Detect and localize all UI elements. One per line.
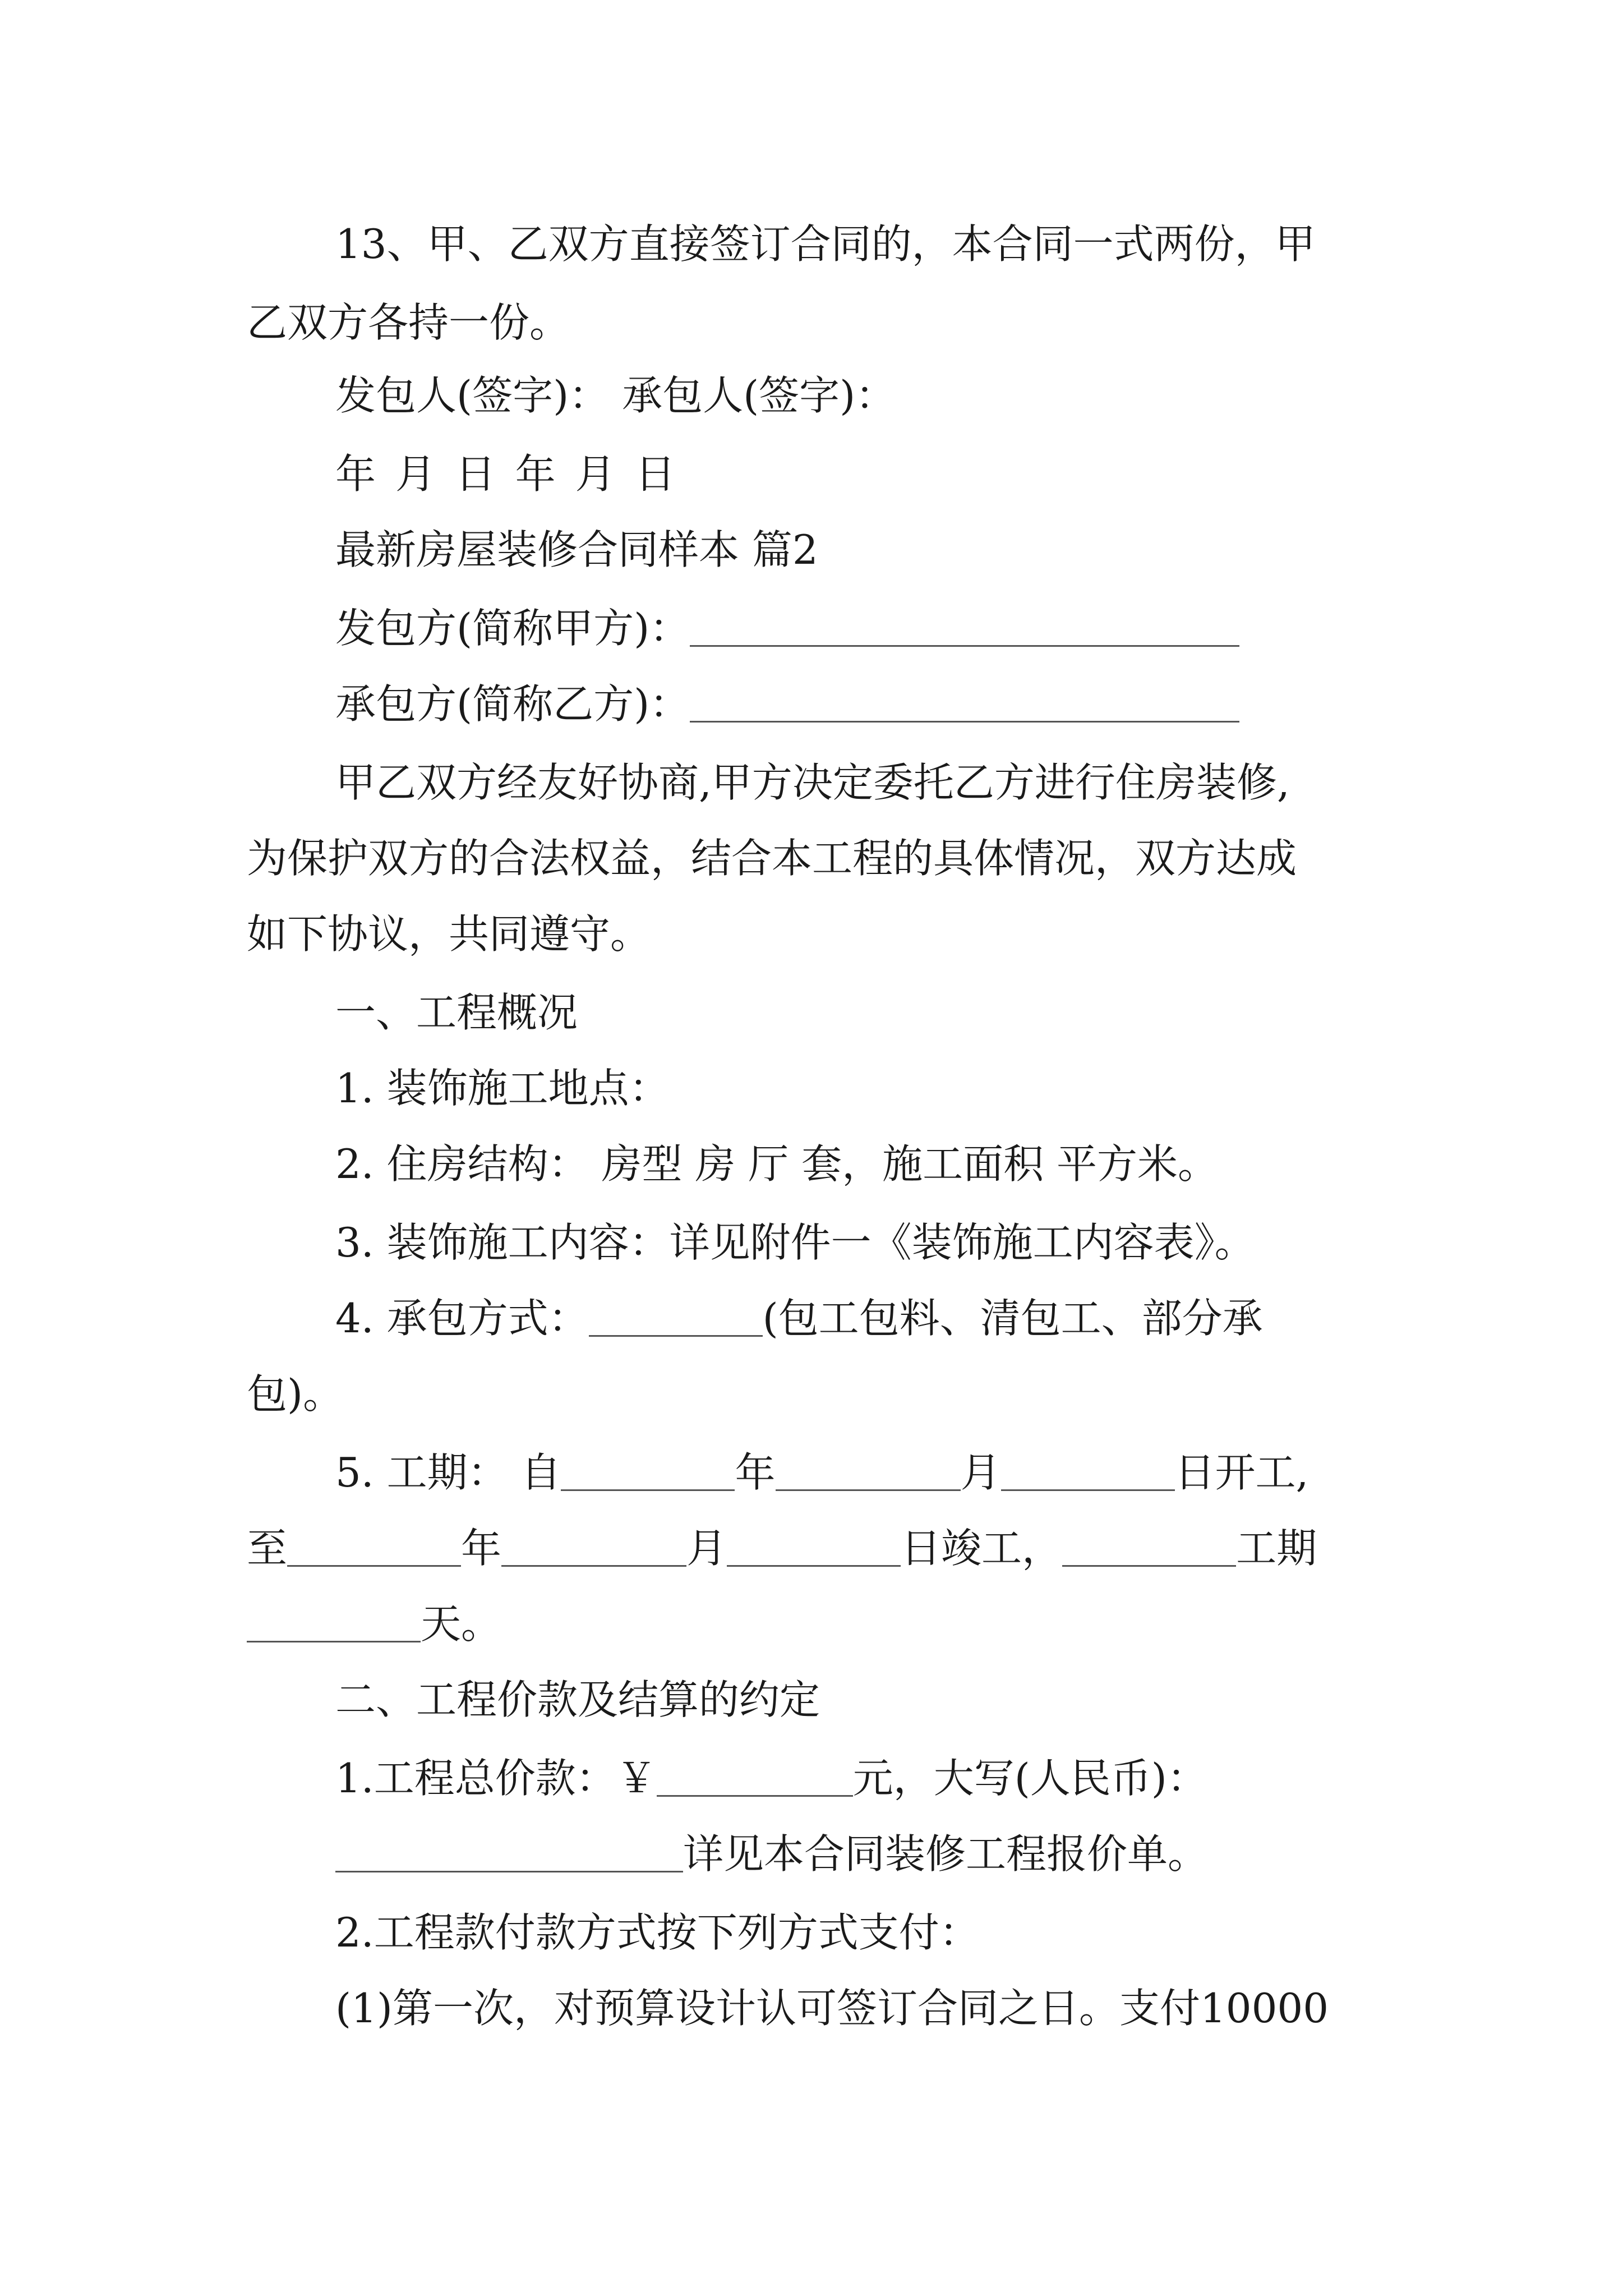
section-1-item-3: 3. 装饰施工内容：详见附件一《装饰施工内容表》。 xyxy=(335,1219,1255,1266)
amount-words-label: 元，大写(人民币)： xyxy=(852,1755,1207,1802)
start-month-blank xyxy=(776,1456,961,1491)
start-text: 日开工, xyxy=(1174,1449,1309,1496)
party-a-row xyxy=(335,597,1239,659)
year-text-2: 年 xyxy=(461,1525,502,1572)
section-2-title: 二、工程价款及结算的约定 xyxy=(335,1676,820,1723)
start-year-blank xyxy=(561,1456,735,1491)
party-b-blank xyxy=(690,687,1239,723)
total-price-label: 1.工程总价款：￥ xyxy=(335,1755,657,1802)
section-title: 最新房屋装修合同样本 篇2 xyxy=(335,526,818,573)
signature-line: 发包人(签字)： 承包人(签字)： xyxy=(335,372,896,419)
party-b-row xyxy=(335,673,1239,735)
end-month-blank xyxy=(501,1531,686,1567)
month-text-2: 月 xyxy=(686,1525,727,1572)
section-1-item-2: 2. 住房结构： 房型 房 厅 套，施工面积 平方米。 xyxy=(335,1140,1219,1188)
section-1-title: 一、工程概况 xyxy=(335,989,578,1036)
item-4-label: 4. 承包方式： xyxy=(335,1295,589,1342)
duration-blank-b xyxy=(247,1607,421,1642)
duration-text: 工期 xyxy=(1236,1525,1317,1572)
intro-line-2: 为保护双方的合法权益，结合本工程的具体情况，双方达成 xyxy=(247,835,1297,882)
party-a-blank xyxy=(690,611,1239,647)
section-1-item-5-line-3 xyxy=(247,1593,501,1655)
signature-dates: 年 月 日 年 月 日 xyxy=(335,450,679,498)
section-2-item-1-cont xyxy=(335,1823,1208,1885)
quote-reference: 详见本合同装修工程报价单。 xyxy=(683,1830,1209,1878)
end-day-blank xyxy=(727,1531,901,1567)
item-4-blank xyxy=(589,1301,763,1337)
year-text: 年 xyxy=(735,1449,776,1496)
section-1-item-4-cont: 包)。 xyxy=(247,1370,344,1418)
paragraph-13-line-2: 乙双方各持一份。 xyxy=(247,299,570,346)
section-1-item-5-line-2 xyxy=(247,1517,1317,1579)
party-a-label: 发包方(简称甲方)： xyxy=(335,605,690,652)
finish-text: 日竣工， xyxy=(901,1525,1063,1572)
days-text: 天。 xyxy=(421,1600,502,1648)
party-b-label: 承包方(简称乙方)： xyxy=(335,680,690,728)
to-text: 至 xyxy=(247,1525,288,1572)
end-year-blank xyxy=(287,1531,461,1567)
amount-words-blank xyxy=(335,1837,683,1872)
section-2-item-1 xyxy=(335,1747,1207,1809)
section-1-item-4 xyxy=(335,1287,1263,1349)
section-1-item-1: 1. 装饰施工地点： xyxy=(335,1065,670,1112)
paragraph-13-line-1: 13、甲、乙双方直接签订合同的，本合同一式两份，甲 xyxy=(335,220,1316,268)
section-1-item-5 xyxy=(335,1442,1308,1503)
section-2-item-2: 2.工程款付款方式按下列方式支付： xyxy=(335,1909,980,1956)
item-4-options: (包工包料、清包工、部分承 xyxy=(762,1295,1263,1342)
section-2-item-3: (1)第一次，对预算设计认可签订合同之日。支付10000 xyxy=(335,1985,1329,2032)
month-text: 月 xyxy=(960,1449,1001,1496)
item-5-label: 5. 工期： 自 xyxy=(335,1449,561,1496)
intro-line-3: 如下协议，共同遵守。 xyxy=(247,910,651,958)
start-day-blank xyxy=(1001,1456,1175,1491)
intro-line-1: 甲乙双方经友好协商,甲方决定委托乙方进行住房装修, xyxy=(335,759,1290,806)
total-price-blank xyxy=(657,1761,853,1797)
duration-blank-a xyxy=(1062,1531,1236,1567)
